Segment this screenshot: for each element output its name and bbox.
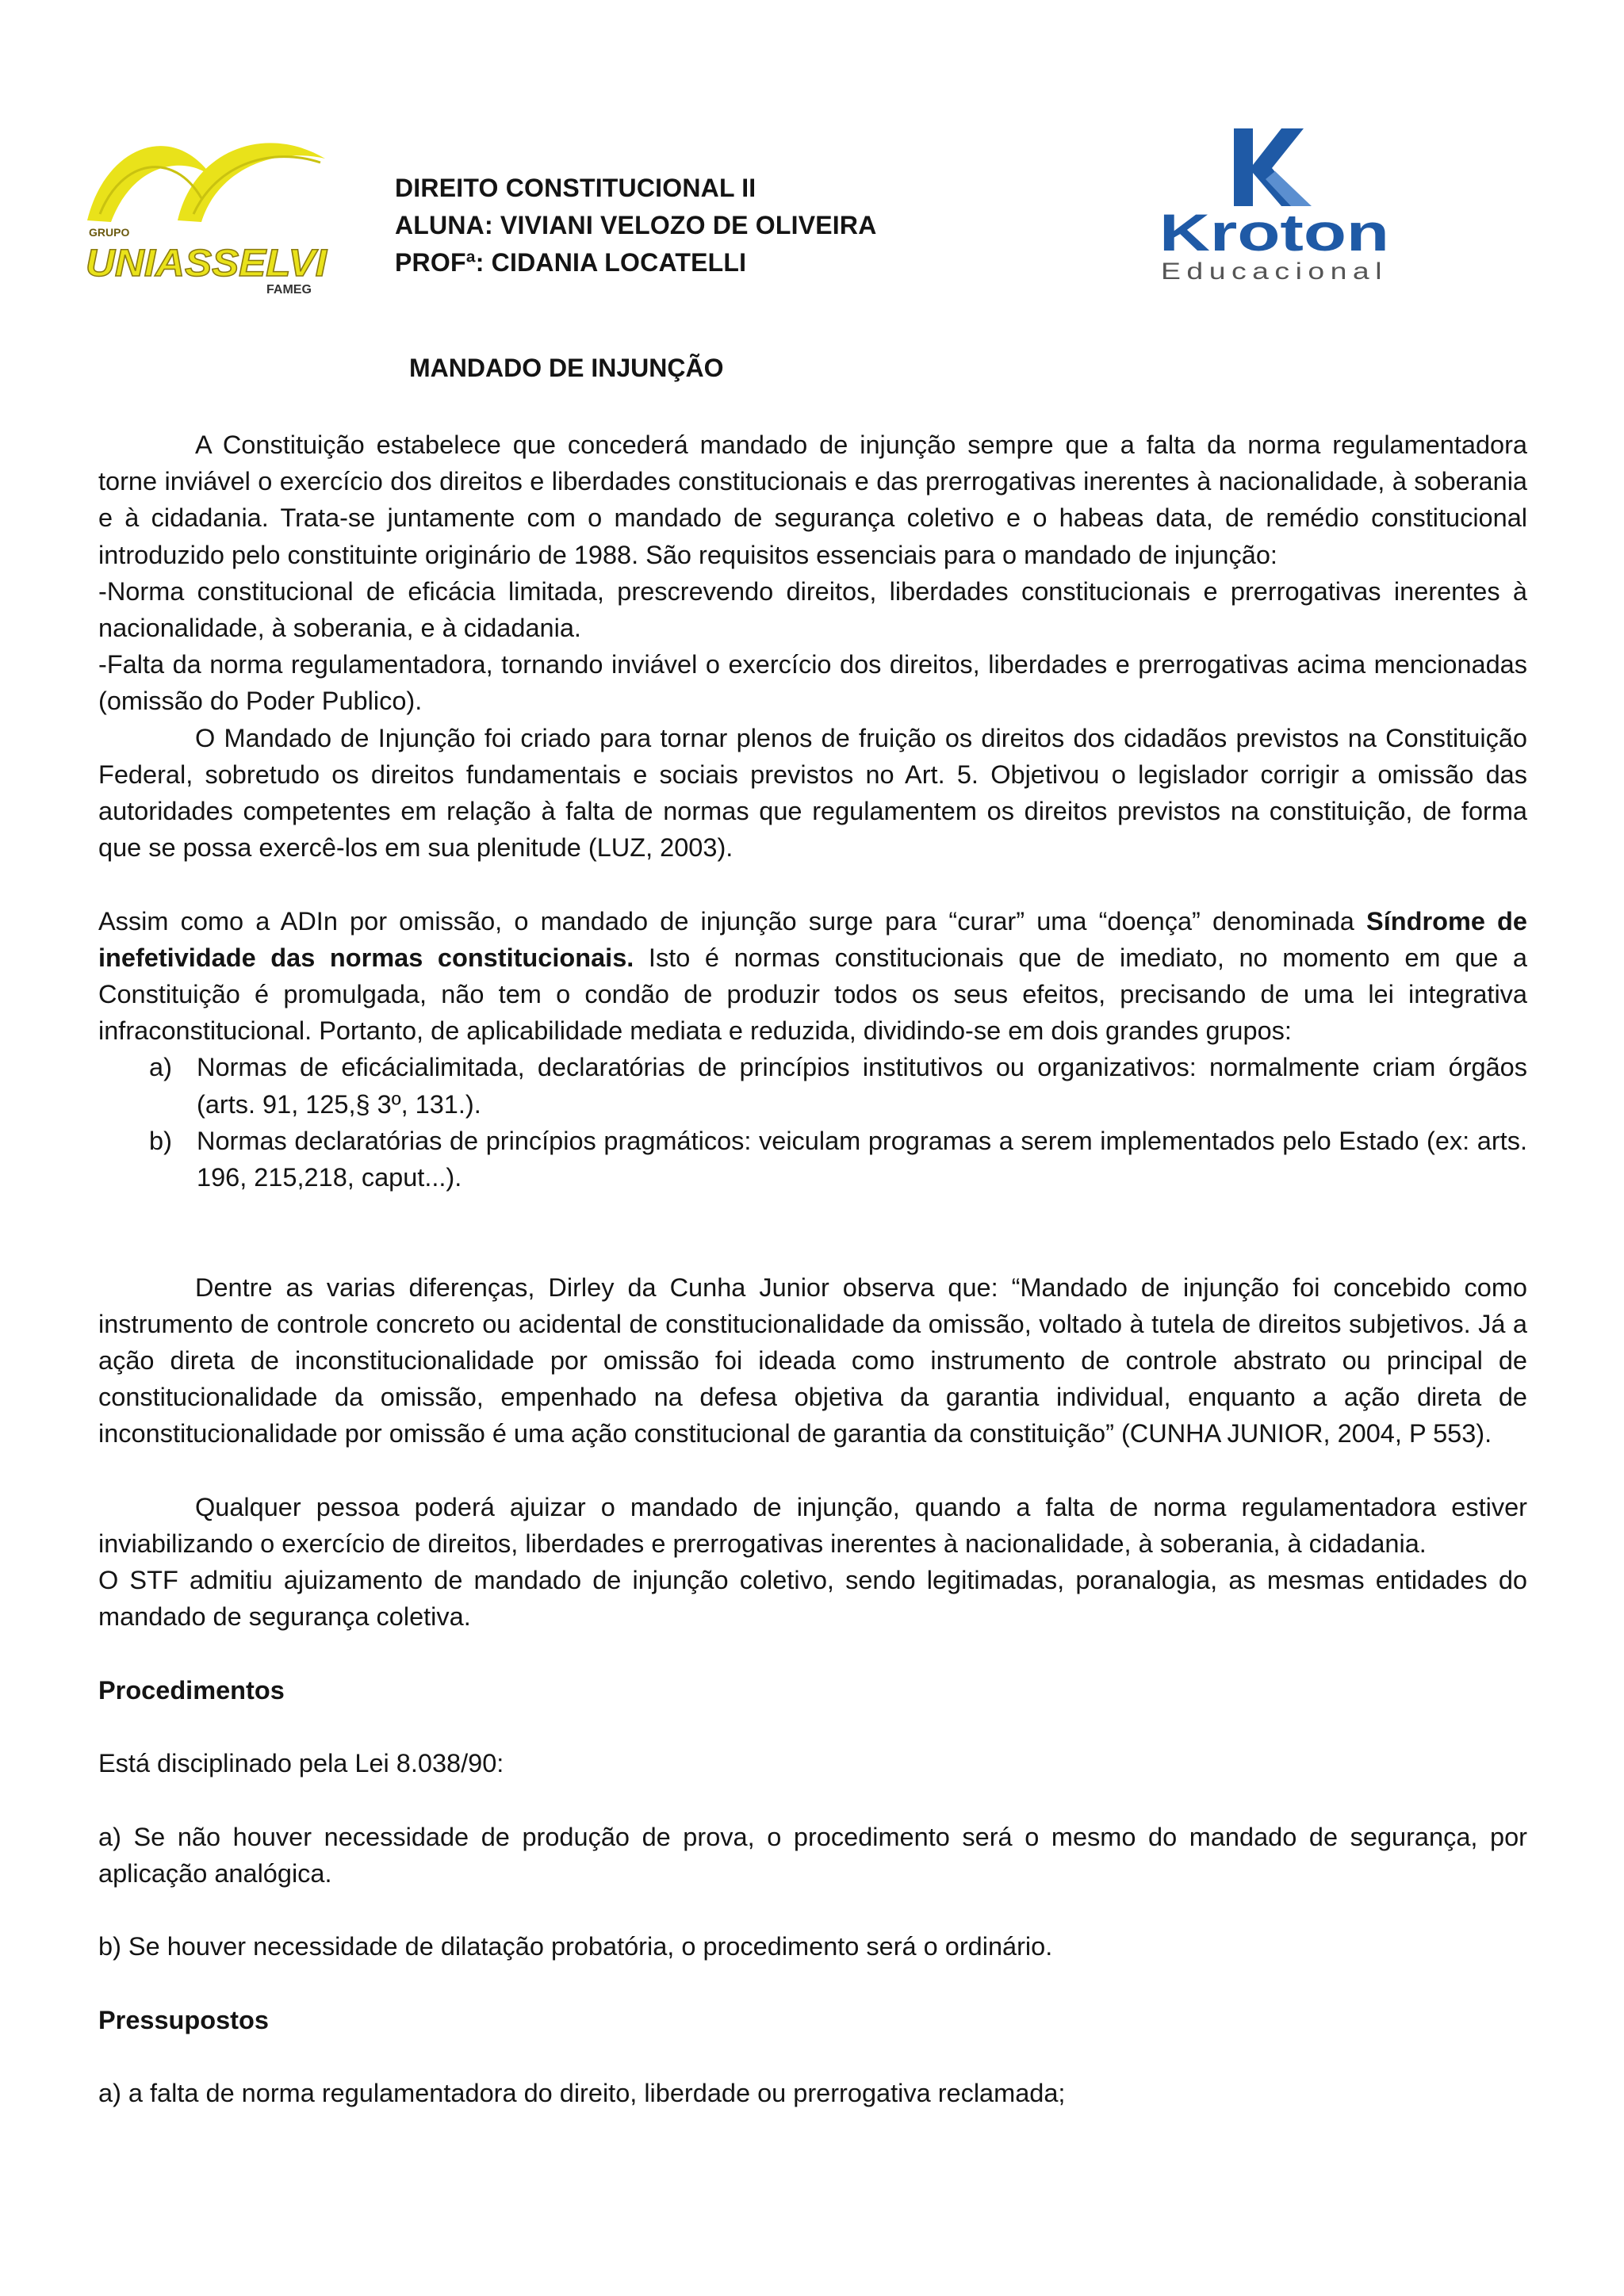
logo-brand-text: UNIASSELVI — [86, 243, 328, 285]
spacer — [98, 1452, 1527, 1489]
paragraph-2: O Mandado de Injunção foi criado para tornar plenos de fruição os direitos dos cidadãos previstos na Constituição Federal, sobretudo os direitos fundamentais e sociais previstos no Art. 5. Objetivou o legislador corrigir a omissão das autoridades competentes em relação à falta de normas que regulamentem os direitos previstos na constituição, de forma que se possa exercê-los em sua plenitude (LUZ, 2003). — [98, 723, 1527, 863]
requirement-1: -Norma constitucional de eficácia limitada, prescrevendo direitos, liberdades constitucionais e prerrogativas inerentes à nacionalidade, à soberania, e à cidadania. — [98, 576, 1527, 643]
paragraph-7: Está disciplinado pela Lei 8.038/90: — [98, 1749, 504, 1778]
paragraph-3-start: Assim como a ADIn por omissão, o mandado de injunção surge para “curar” uma “doença” denominada — [98, 906, 1367, 936]
prerequisite-a: a) a falta de norma regulamentadora do direito, liberdade ou prerrogativa reclamada; — [98, 2079, 1066, 2107]
paragraph-5: Qualquer pessoa poderá ajuizar o mandado de injunção, quando a falta de norma regulamentadora estiver inviabilizando o exercício de direitos, liberdades e prerrogativas inerentes à nacionalidade, à soberania, à cidadania. — [98, 1492, 1527, 1559]
spacer — [98, 1781, 1527, 1818]
logo-kroton-text: Kroton — [1159, 203, 1389, 262]
list-item-a-text: Normas de eficácialimitada, declaratórias de princípios institutivos ou organizativos: normalmente criam órgãos (arts. 91, 125,§ 3º, 131.). — [197, 1053, 1527, 1119]
spacer — [98, 1709, 1527, 1745]
procedure-b: b) Se houver necessidade de dilatação probatória, o procedimento será o ordinário. — [98, 1932, 1053, 1961]
procedure-a: a) Se não houver necessidade de produção de prova, o procedimento será o mesmo do mandado de segurança, por aplicação analógica. — [98, 1822, 1527, 1888]
list-item-b-text: Normas declaratórias de princípios pragmáticos: veiculam programas a serem implementados pelo Estado (ex: arts. 196, 215,218, caput...). — [197, 1126, 1527, 1192]
paragraph-3 — [98, 903, 1527, 1050]
syndrome-term: Síndrome de inefetividade das normas constitucionais. — [98, 906, 1527, 972]
paragraph-3-end: Isto é normas constitucionais que de imediato, no momento em que a Constituição é promulgada, não tem o condão de produzir todos os seus efeitos, precisando de uma lei integrativa infraconstitucional. Portanto, de aplicabilidade mediata e reduzida, dividindo-se em dois grandes grupos: — [98, 943, 1527, 1046]
logo-educacional-text: Educacional — [1161, 258, 1388, 282]
requirement-2: -Falta da norma regulamentadora, tornando inviável o exercício dos direitos, liberdades e prerrogativas acima mencionadas (omissão do Poder Publico). — [98, 650, 1527, 716]
paragraph-4: Dentre as varias diferenças, Dirley da Cunha Junior observa que: “Mandado de injunção foi concebido como instrumento de controle concreto ou acidental de constitucionalidade da omissão, voltado à tutela de direitos subjetivos. Já a ação direta de inconstitucionalidade por omissão foi ideada como instrumento de controle abstrato ou principal de constitucionalidade da omissão, empenhado na defesa objetiva da garantia individual, enquanto a ação direta de inconstitucionalidade por omissão é uma ação constitucional de garantia da constituição” (CUNHA JUNIOR, 2004, P 553). — [98, 1272, 1527, 1448]
spacer — [98, 2038, 1527, 2075]
course-name: DIREITO CONSTITUCIONAL II — [395, 174, 756, 202]
list-item-b — [98, 1123, 1527, 1196]
paragraph-6: O STF admitiu ajuizamento de mandado de injunção coletivo, sendo legitimadas, poranalogia, as mesmas entidades do mandado de segurança coletiva. — [98, 1566, 1527, 1632]
logo-fameg-text: FAMEG — [266, 283, 312, 297]
list-item-a — [98, 1049, 1527, 1122]
document-header — [395, 170, 877, 281]
professor-name: PROFª: CIDANIA LOCATELLI — [395, 248, 747, 277]
uniasselvi-logo — [82, 127, 330, 297]
document-body — [98, 427, 1527, 2111]
spacer — [98, 1892, 1527, 1928]
spacer — [98, 1196, 1527, 1269]
spacer — [98, 1965, 1527, 2001]
list-marker-a: a) — [149, 1053, 172, 1082]
paragraph-1: A Constituição estabelece que concederá mandado de injunção sempre que a falta da norma regulamentadora torne inviável o exercício dos direitos e liberdades constitucionais e das prerrogativas inerentes à nacionalidade, à soberania e à cidadania. Trata-se juntamente com o mandado de segurança coletivo e o habeas data, de remédio constitucional introduzido pelo constituinte originário de 1988. São requisitos essenciais para o mandado de injunção: — [98, 430, 1527, 569]
list-marker-b: b) — [149, 1126, 172, 1155]
spacer — [98, 866, 1527, 902]
document-title: MANDADO DE INJUNÇÃO — [409, 354, 724, 382]
spacer — [98, 1636, 1527, 1672]
heading-procedimentos: Procedimentos — [98, 1675, 285, 1705]
logo-grupo-text: GRUPO — [89, 226, 130, 239]
kroton-logo — [1156, 124, 1394, 282]
heading-pressupostos: Pressupostos — [98, 2005, 269, 2034]
student-name: ALUNA: VIVIANI VELOZO DE OLIVEIRA — [395, 211, 877, 239]
